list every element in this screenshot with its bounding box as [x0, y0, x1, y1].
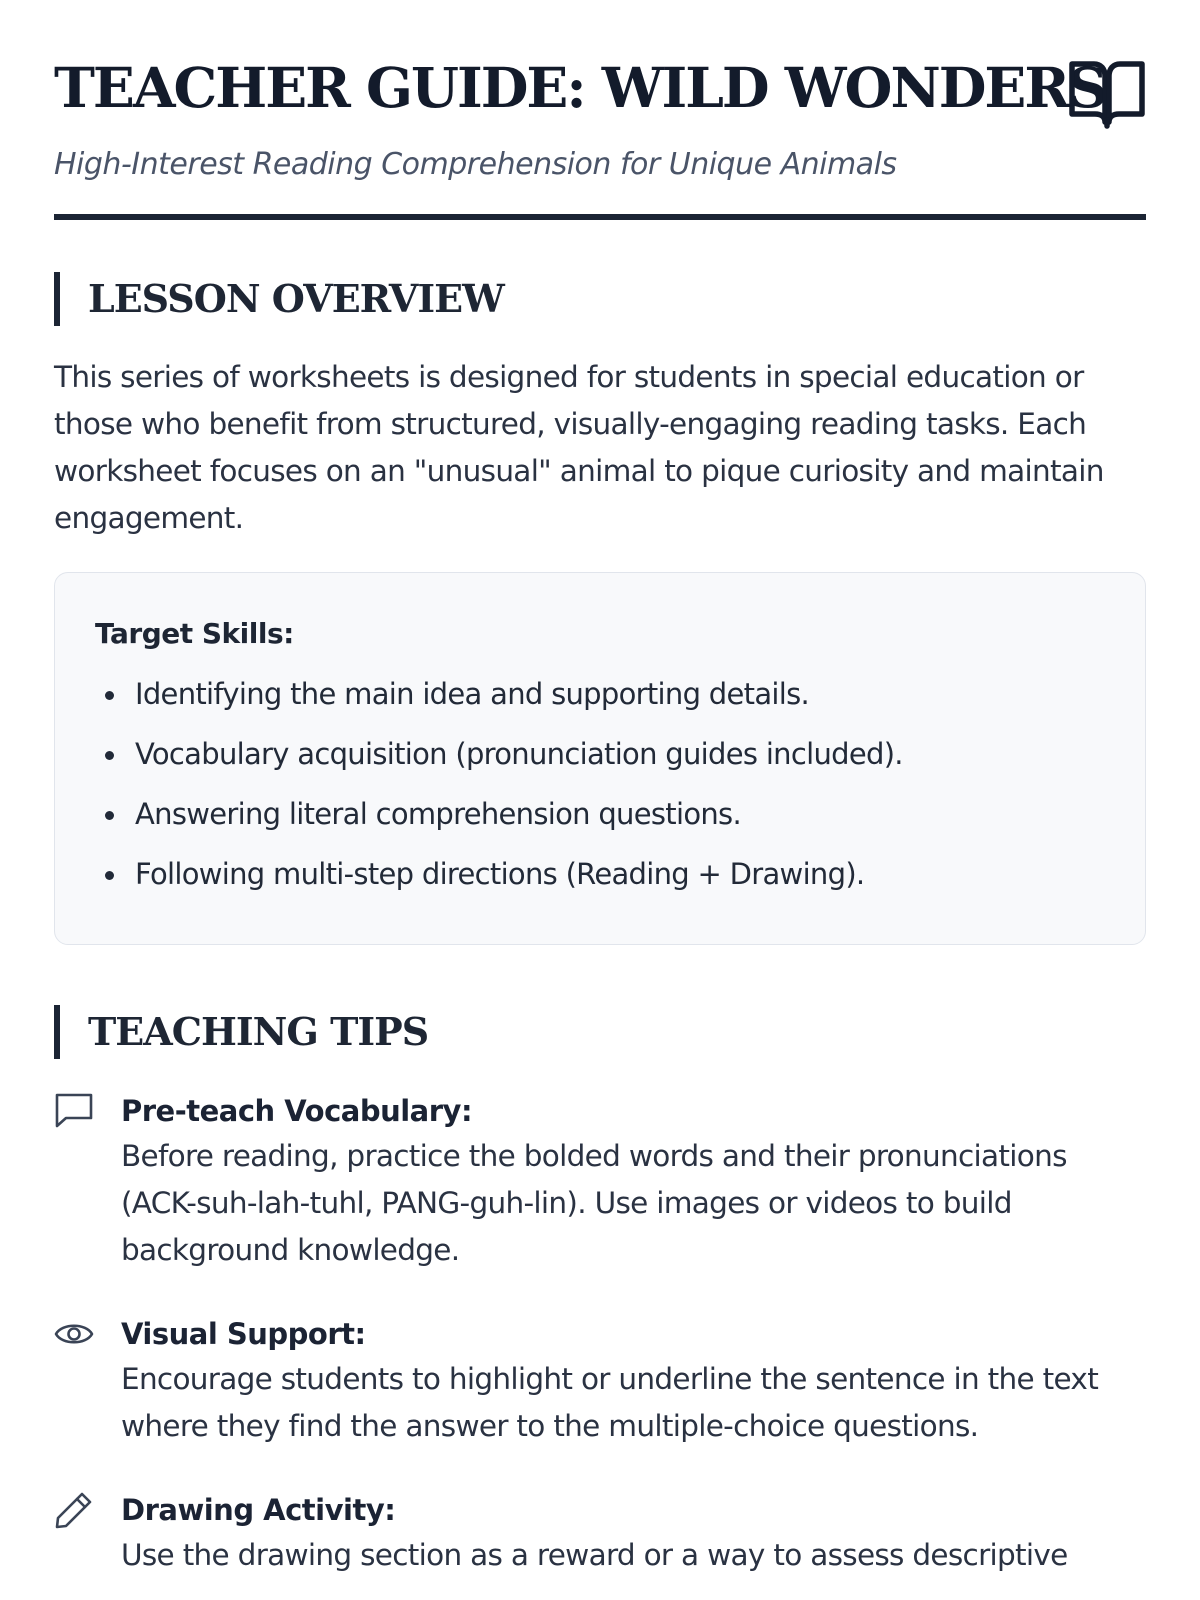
tip-item-visual-support [54, 1312, 1146, 1450]
target-skills-list [95, 664, 1105, 904]
tip-title: Visual Support: [121, 1316, 366, 1351]
tip-title: Drawing Activity: [121, 1492, 396, 1527]
section-heading-tips [54, 1005, 1146, 1059]
section-accent-bar [54, 272, 60, 326]
tip-text: Use the drawing section as a reward or a way to assess descriptive [121, 1537, 1068, 1572]
section-title-overview: LESSON OVERVIEW [88, 276, 504, 321]
skill-item: Identifying the main idea and supporting details. [95, 664, 1105, 724]
skill-item: Vocabulary acquisition (pronunciation guides included). [95, 724, 1105, 784]
header-divider [54, 214, 1146, 220]
tip-item-drawing [54, 1488, 1146, 1579]
skill-item: Answering literal comprehension questions. [95, 784, 1105, 844]
target-skills-box [54, 572, 1146, 945]
tip-text: Before reading, practice the bolded words and their pronunciations (ACK-suh-lah-tuhl, PANG-guh-lin). Use images or videos to build background knowledge. [121, 1138, 1067, 1267]
page-header [54, 0, 1146, 220]
tip-title: Pre-teach Vocabulary: [121, 1093, 473, 1128]
message-square-icon [54, 1091, 94, 1131]
section-title-tips: TEACHING TIPS [88, 1009, 429, 1054]
overview-paragraph: This series of worksheets is designed for students in special education or those who benefit from structured, visually-engaging reading tasks. Each worksheet focuses on an "unusual" animal to pique curiosity and maintain engagement. [54, 359, 1104, 535]
tip-text: Encourage students to highlight or underline the sentence in the text where they find the answer to the multiple-choice questions. [121, 1361, 1099, 1443]
skill-item: Following multi-step directions (Reading + Drawing). [95, 844, 1105, 904]
tip-item-vocabulary [54, 1089, 1146, 1274]
section-accent-bar [54, 1005, 60, 1059]
pencil-icon [54, 1490, 94, 1530]
target-skills-title: Target Skills: [95, 616, 294, 650]
page-subtitle: High-Interest Reading Comprehension for Unique Animals [54, 146, 897, 182]
lesson-overview-section [54, 272, 1146, 945]
page-title: TEACHER GUIDE: WILD WONDERS [54, 55, 1106, 120]
section-heading-overview [54, 272, 1146, 326]
book-open-icon [1068, 58, 1146, 130]
eye-icon [54, 1314, 94, 1354]
teaching-tips-section [54, 1005, 1146, 1579]
tips-list [54, 1089, 1146, 1579]
